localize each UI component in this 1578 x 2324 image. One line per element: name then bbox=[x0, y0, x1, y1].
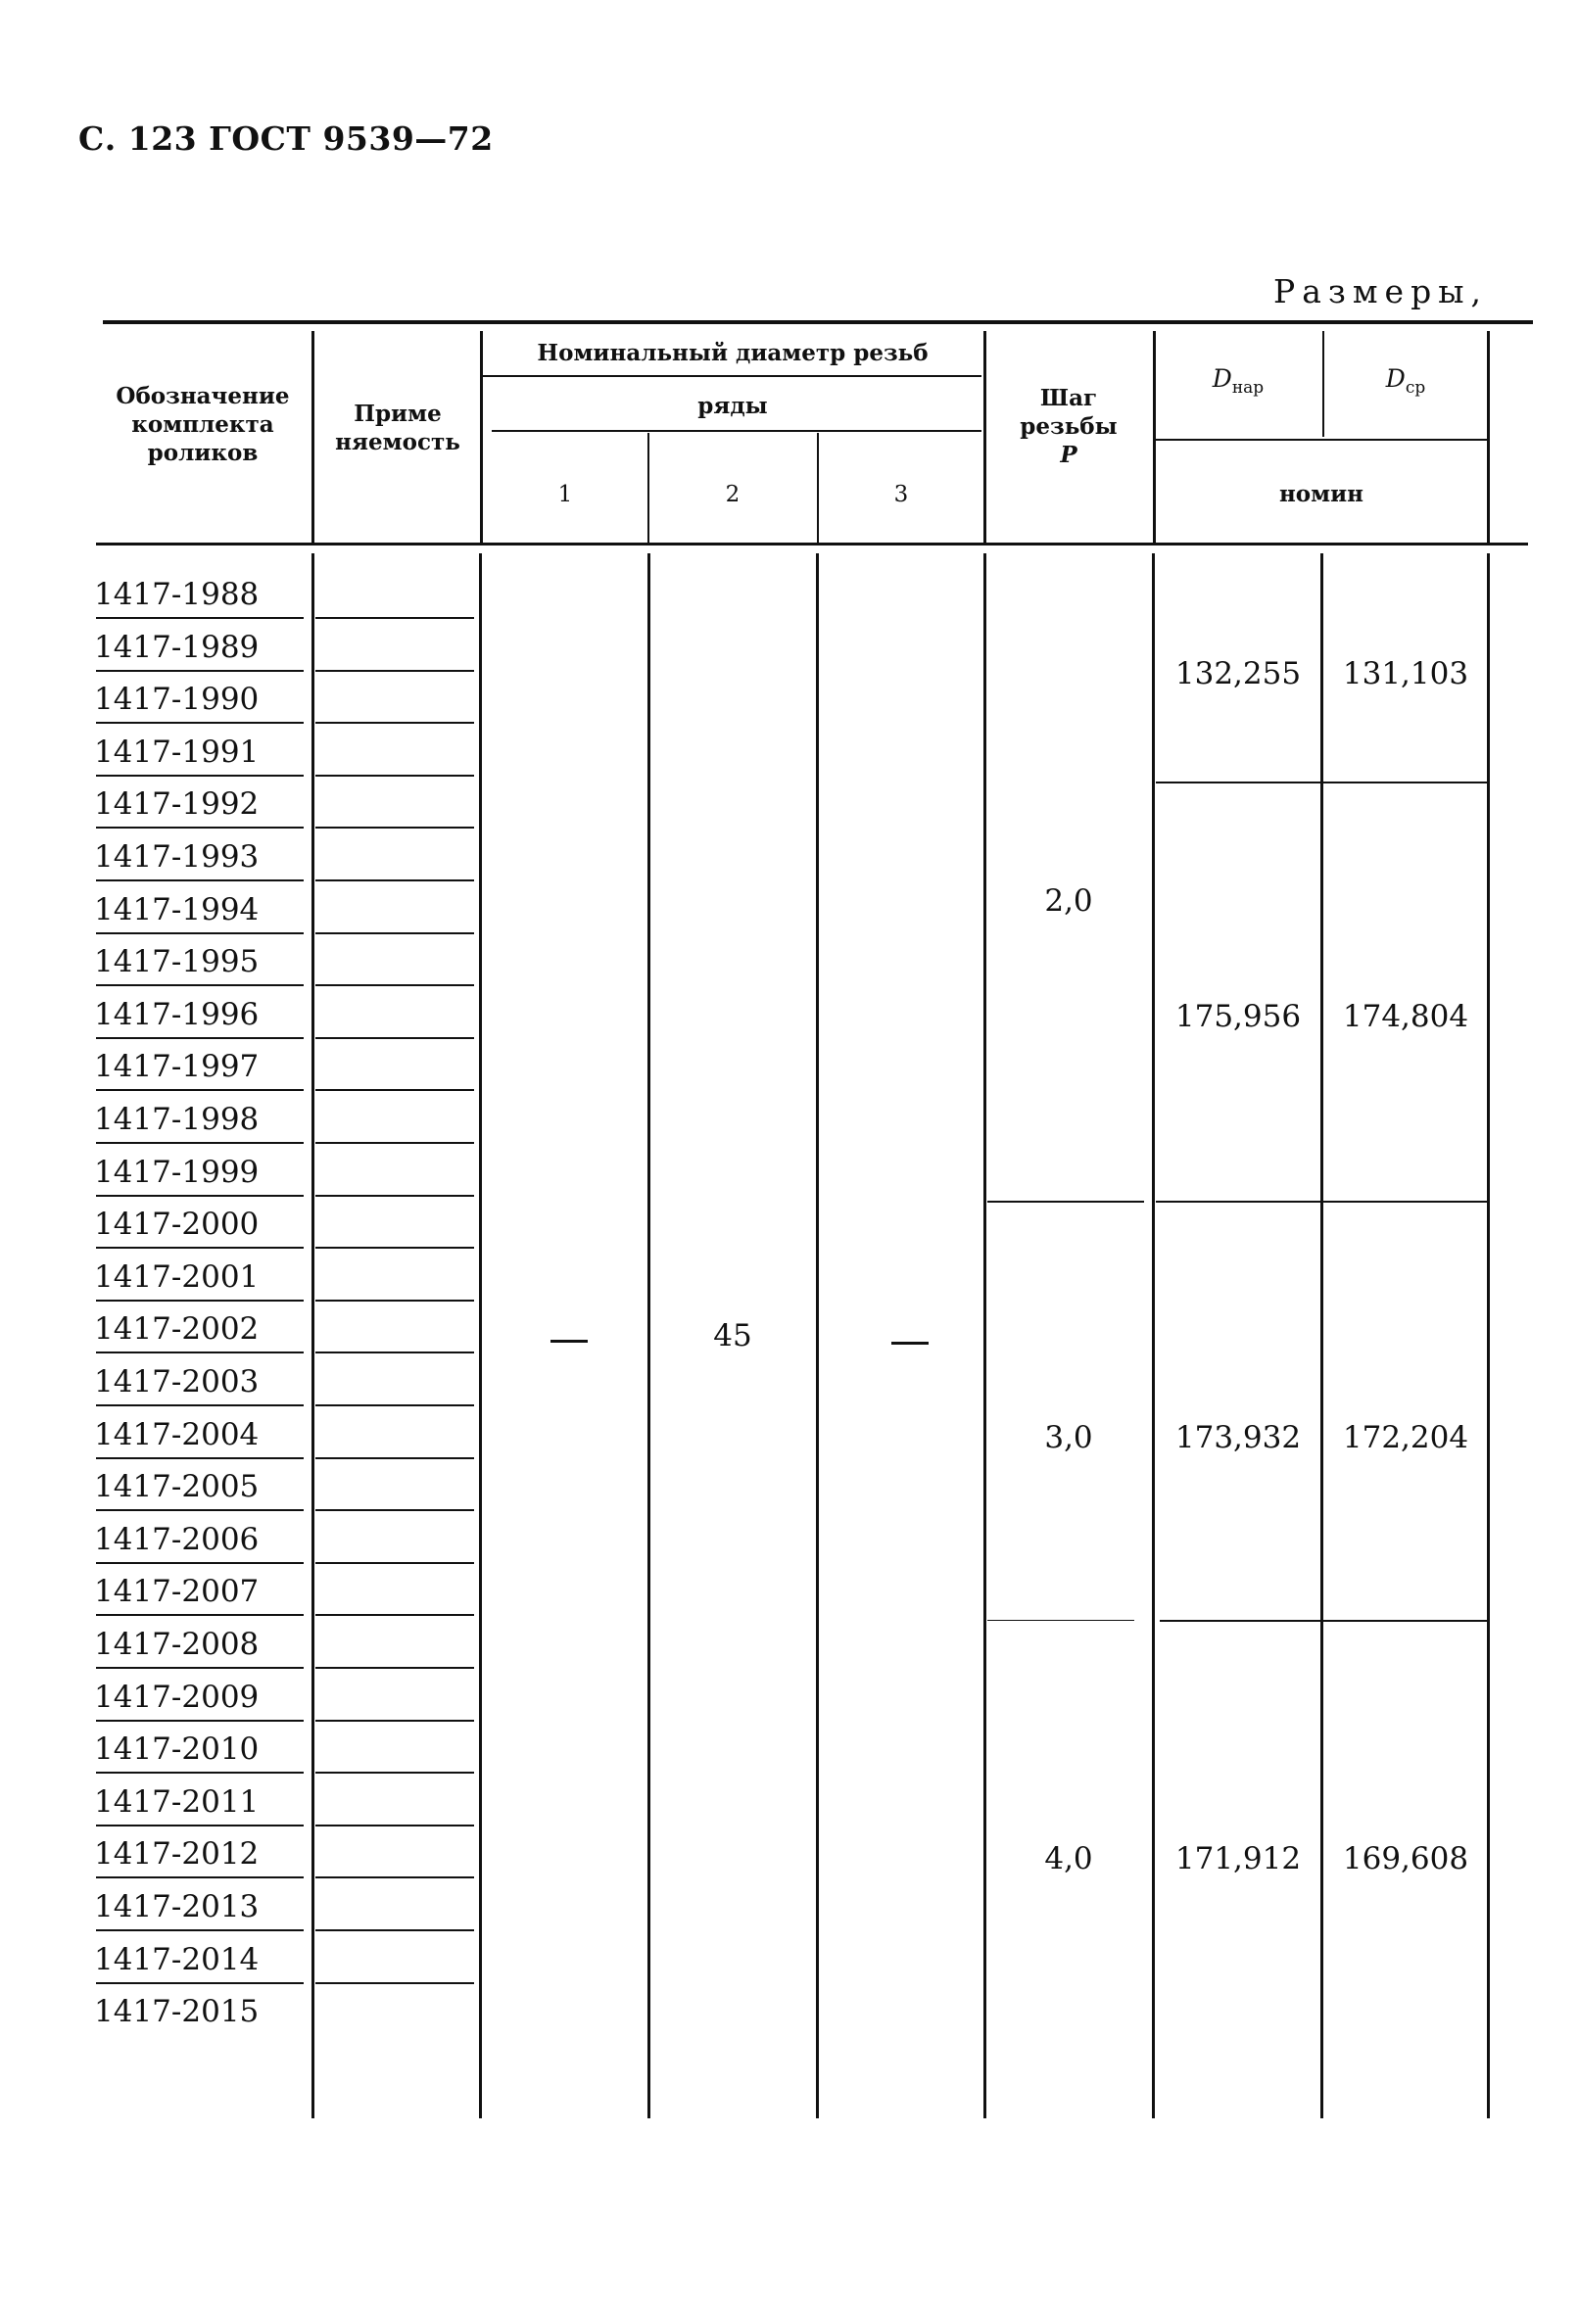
rows-rule bbox=[492, 430, 981, 432]
code-underline bbox=[96, 1614, 304, 1616]
code-underline bbox=[96, 932, 304, 934]
applicability-underline bbox=[315, 932, 474, 934]
row-3-dash bbox=[891, 1342, 929, 1345]
code-underline bbox=[96, 1352, 304, 1353]
table-row-code: 1417-1991 bbox=[94, 734, 260, 770]
applicability-underline bbox=[315, 1037, 474, 1039]
d-mid-value-group-1: 131,103 bbox=[1342, 656, 1469, 691]
d-group-rule-1 bbox=[1156, 782, 1487, 783]
table-row-code: 1417-2004 bbox=[94, 1416, 260, 1452]
d-outer-value-group-1: 132,255 bbox=[1174, 656, 1302, 691]
body-divider-pitch bbox=[1152, 553, 1155, 2118]
table-row-code: 1417-2008 bbox=[94, 1627, 260, 1662]
table-row-code: 1417-2006 bbox=[94, 1521, 260, 1557]
applicability-underline bbox=[315, 670, 474, 672]
rows-header: ряды bbox=[697, 393, 768, 419]
nominal-header: номин bbox=[1278, 481, 1364, 507]
d-mid-value-group-2: 174,804 bbox=[1342, 999, 1469, 1034]
code-underline bbox=[96, 1720, 304, 1722]
applicability-underline bbox=[315, 1089, 474, 1091]
body-divider-d-outer bbox=[1320, 553, 1323, 2118]
table-row-code: 1417-2013 bbox=[94, 1889, 260, 1924]
code-underline bbox=[96, 879, 304, 881]
table-row-code: 1417-1992 bbox=[94, 786, 260, 823]
applicability-underline bbox=[315, 1667, 474, 1669]
pitch-value-group-1: 2,0 bbox=[1044, 883, 1093, 919]
body-divider-designation bbox=[311, 553, 314, 2118]
pitch-value-group-4: 4,0 bbox=[1044, 1841, 1093, 1876]
pitch-group-rule-2 bbox=[987, 1201, 1144, 1203]
applicability-underline bbox=[315, 1247, 474, 1249]
applicability-header: Приме няемость bbox=[335, 401, 460, 455]
applicability-underline bbox=[315, 1457, 474, 1459]
table-row-code: 1417-2011 bbox=[94, 1783, 260, 1820]
page-header: С. 123 ГОСТ 9539—72 bbox=[78, 119, 494, 158]
table-row-code: 1417-1989 bbox=[94, 629, 260, 665]
table-row-code: 1417-2007 bbox=[94, 1574, 260, 1610]
code-underline bbox=[96, 775, 304, 777]
table-row-code: 1417-2000 bbox=[94, 1207, 260, 1243]
pitch-group-rule-3 bbox=[987, 1620, 1134, 1621]
table-row-code: 1417-2015 bbox=[94, 1994, 260, 2030]
body-divider-row2 bbox=[816, 553, 819, 2118]
code-underline bbox=[96, 1667, 304, 1669]
table-row-code: 1417-2002 bbox=[94, 1311, 260, 1348]
code-underline bbox=[96, 1300, 304, 1302]
applicability-underline bbox=[315, 1876, 474, 1878]
code-underline bbox=[96, 1089, 304, 1091]
table-row-code: 1417-1996 bbox=[94, 996, 260, 1032]
applicability-underline bbox=[315, 1614, 474, 1616]
d-outer-header: $D_{нар}$ bbox=[1212, 364, 1265, 398]
body-divider-rows bbox=[983, 553, 986, 2118]
applicability-underline bbox=[315, 1720, 474, 1722]
d-group-rule-3 bbox=[1160, 1620, 1487, 1622]
code-underline bbox=[96, 1509, 304, 1511]
table-row-code: 1417-2010 bbox=[94, 1731, 260, 1768]
table-top-rule bbox=[103, 320, 1533, 324]
nominal-diameter-header: Номинальный диаметр резьб bbox=[537, 340, 929, 366]
applicability-underline bbox=[315, 984, 474, 986]
col-divider-applicability bbox=[480, 331, 483, 543]
code-underline bbox=[96, 1982, 304, 1984]
row-2-header: 2 bbox=[725, 482, 741, 507]
applicability-underline bbox=[315, 1929, 474, 1931]
designation-header: Обозначение комплекта роликов bbox=[116, 383, 290, 466]
code-underline bbox=[96, 1037, 304, 1039]
header-bottom-rule bbox=[96, 543, 1528, 545]
applicability-underline bbox=[315, 1142, 474, 1144]
sizes-label: Размеры, bbox=[1273, 272, 1488, 310]
code-underline bbox=[96, 1772, 304, 1774]
table-right-border-header bbox=[1487, 331, 1490, 543]
table-row-code: 1417-2012 bbox=[94, 1836, 260, 1873]
code-underline bbox=[96, 722, 304, 724]
table-row-code: 1417-2009 bbox=[94, 1679, 260, 1715]
code-underline bbox=[96, 1404, 304, 1406]
applicability-underline bbox=[315, 827, 474, 829]
d-outer-value-group-2: 175,956 bbox=[1174, 999, 1302, 1034]
table-row-code: 1417-1988 bbox=[94, 577, 260, 612]
row-1-dash bbox=[550, 1340, 588, 1343]
pitch-symbol: P bbox=[1060, 442, 1077, 468]
code-underline bbox=[96, 1142, 304, 1144]
table-row-code: 1417-2003 bbox=[94, 1364, 260, 1399]
applicability-underline bbox=[315, 879, 474, 881]
table-row-code: 1417-1999 bbox=[94, 1154, 260, 1190]
col-divider-row1 bbox=[647, 433, 649, 543]
applicability-underline bbox=[315, 1772, 474, 1774]
applicability-underline bbox=[315, 722, 474, 724]
applicability-underline bbox=[315, 1825, 474, 1826]
pitch-value-group-3: 3,0 bbox=[1044, 1420, 1093, 1455]
code-underline bbox=[96, 1247, 304, 1249]
d-outer-value-group-4: 171,912 bbox=[1174, 1841, 1302, 1876]
applicability-underline bbox=[315, 1509, 474, 1511]
d-outer-value-group-3: 173,932 bbox=[1174, 1420, 1302, 1455]
body-divider-applicability bbox=[479, 553, 482, 2118]
code-underline bbox=[96, 1876, 304, 1878]
applicability-underline bbox=[315, 1352, 474, 1353]
code-underline bbox=[96, 1457, 304, 1459]
nominal-diameter-rule bbox=[482, 375, 981, 377]
table-row-code: 1417-1994 bbox=[94, 891, 260, 927]
code-underline bbox=[96, 1929, 304, 1931]
table-row-code: 1417-1995 bbox=[94, 944, 260, 980]
code-underline bbox=[96, 1195, 304, 1197]
applicability-underline bbox=[315, 1195, 474, 1197]
table-right-border-body bbox=[1487, 553, 1490, 2118]
code-underline bbox=[96, 670, 304, 672]
pitch-header: Шаг резьбы P bbox=[985, 384, 1152, 469]
col-divider-designation bbox=[311, 331, 314, 543]
applicability-underline bbox=[315, 1300, 474, 1302]
row-1-header: 1 bbox=[557, 482, 573, 507]
code-underline bbox=[96, 1562, 304, 1564]
row-3-header: 3 bbox=[893, 482, 909, 507]
applicability-underline bbox=[315, 617, 474, 619]
table-row-code: 1417-2001 bbox=[94, 1258, 260, 1295]
applicability-underline bbox=[315, 775, 474, 777]
d-header-rule bbox=[1156, 439, 1487, 441]
applicability-underline bbox=[315, 1562, 474, 1564]
table-row-code: 1417-1990 bbox=[94, 682, 260, 718]
col-divider-pitch bbox=[1153, 331, 1156, 543]
code-underline bbox=[96, 1825, 304, 1826]
d-group-rule-2 bbox=[1156, 1201, 1487, 1203]
applicability-underline bbox=[315, 1982, 474, 1984]
d-mid-header: $D_{ср}$ bbox=[1385, 364, 1426, 398]
d-mid-value-group-3: 172,204 bbox=[1342, 1420, 1469, 1455]
table-row-code: 1417-1993 bbox=[94, 839, 260, 875]
code-underline bbox=[96, 984, 304, 986]
table-row-code: 1417-1997 bbox=[94, 1049, 260, 1085]
table-row-code: 1417-1998 bbox=[94, 1102, 260, 1137]
code-underline bbox=[96, 827, 304, 829]
table-row-code: 1417-2005 bbox=[94, 1469, 260, 1505]
d-mid-value-group-4: 169,608 bbox=[1342, 1841, 1469, 1876]
code-underline bbox=[96, 617, 304, 619]
applicability-underline bbox=[315, 1404, 474, 1406]
row-2-value: 45 bbox=[713, 1318, 752, 1353]
table-row-code: 1417-2014 bbox=[94, 1941, 260, 1977]
